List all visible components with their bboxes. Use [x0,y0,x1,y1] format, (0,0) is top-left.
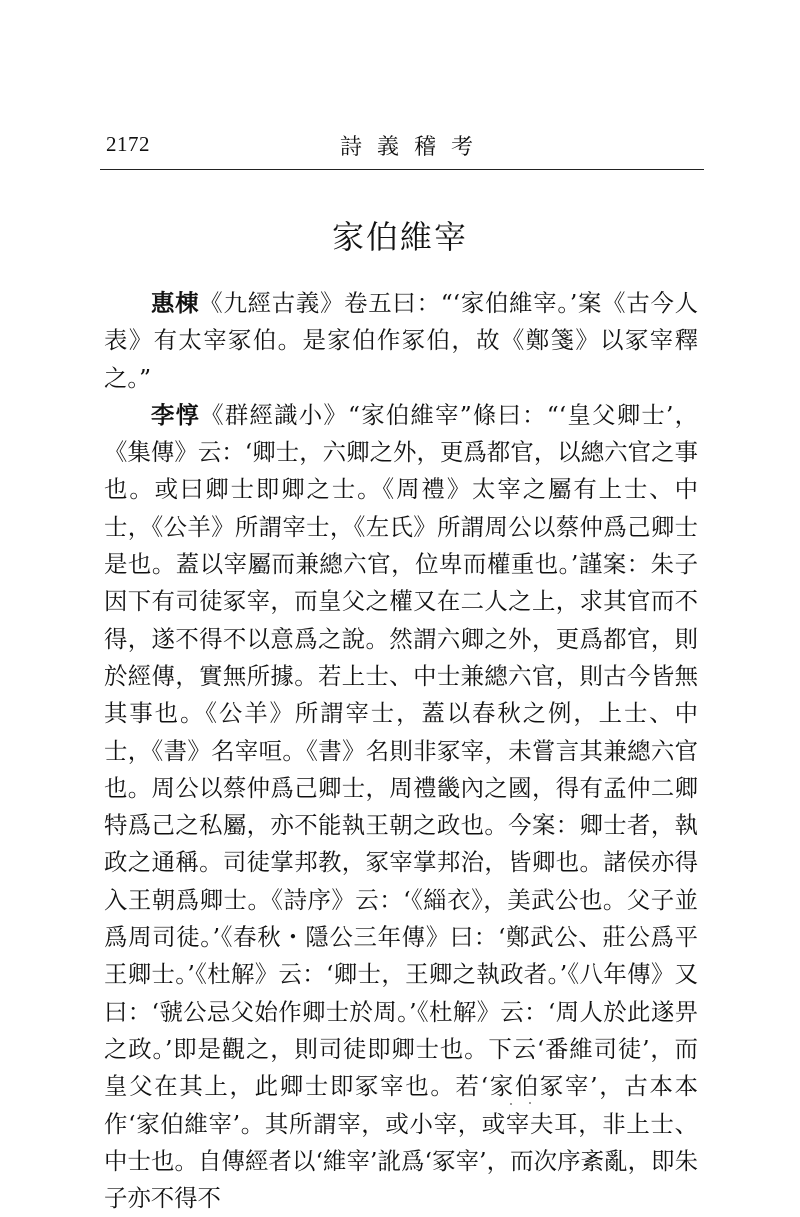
author-name: 惠棟 [151,289,200,317]
scan-speck [510,1102,534,1106]
section-title: 家伯維宰 [331,218,468,256]
running-title: 詩 義 稽 考 [340,135,477,160]
author-name: 李惇 [151,400,201,429]
paragraph-text: 《九經古義》卷五曰：“‘家伯維宰。’案《古今人表》有太宰冢伯。是家伯作冢伯，故《鄭箋》以冢宰釋之。” [104,289,699,392]
body-text [104,285,698,1217]
paragraph-text: 《群經識小》“家伯維宰”條曰：“‘皇父卿士’，《集傳》云：‘卿士，六卿之外，更爲都官，以總六官之事也。或曰卿士即卿之士。《周禮》太宰之屬有上士、中士，《公羊》所謂宰士，《左氏》所謂周公以蔡仲爲己卿士是也。蓋以宰屬而兼總六官，位卑而權重也。’謹案：朱子因下有司徒冢宰，而皇父之權又在二人之上，求其官而不得，遂不得不以意爲之說。然謂六卿之外，更爲都官，則於經傳，實無所據。若上士、中士兼總六官，則古今皆無其事也。《公羊》所謂宰士，蓋以春秋之例，上士、中士，《書》名宰咺。《書》名則非冢宰，未嘗言其兼總六官也。周公以蔡仲爲己卿士，周禮畿內之國，得有孟仲二卿特爲己之私屬，亦不能執王朝之政也。今案：卿士者，執政之通稱。司徒掌邦教，冢宰掌邦治，皆卿也。諸侯亦得入王朝爲卿士。《詩序》云：‘《緇衣》，美武公也。父子並爲周司徒。’《春秋・隱公三年傳》曰：‘鄭武公、莊公爲平王卿士。’《杜解》云：‘卿士，王卿之執政者。’《八年傳》又曰：‘虢公忌父始作卿士於周。’《杜解》云：‘周人於此遂畀之政。’即是觀之，則司徒即卿士也。下云‘番維司徒’，而皇父在其上，此卿士即冢宰也。若‘家伯冢宰’，古本本作‘家伯維宰’。其所謂宰，或小宰，或宰夫耳，非上士、中士也。自傳經者以‘維宰’訛爲‘冢宰’，而次序紊亂，即朱子亦不得不 [104,400,699,1213]
page-number: 2172 [106,132,150,156]
header-rule [100,169,704,170]
paragraph-li-dun [104,397,698,1217]
paragraph-hui-dong [104,285,698,397]
